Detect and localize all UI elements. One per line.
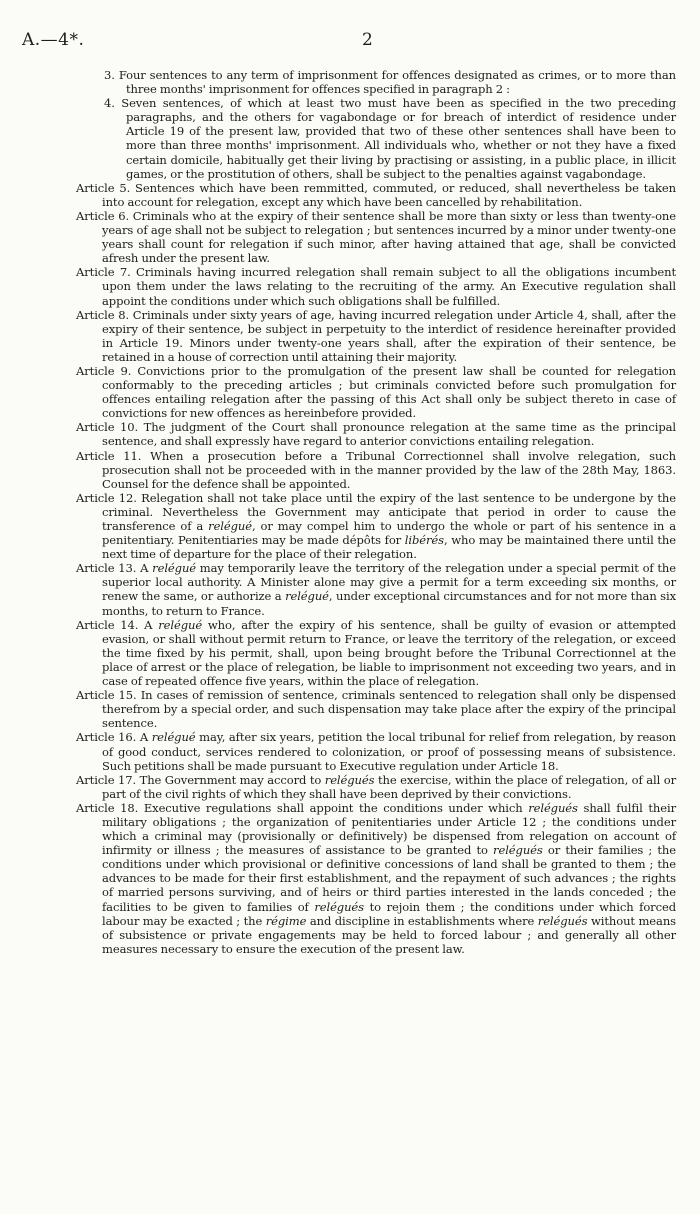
article-label: Article 18. bbox=[76, 800, 139, 815]
article-text: Executive regulations shall appoint the conditions under which bbox=[143, 800, 529, 815]
article-label: Article 7. bbox=[76, 265, 131, 280]
article-text-italic: relégué bbox=[152, 561, 197, 576]
article-text: Sentences which have been remmitted, commuted, or reduced, shall nevertheless be taken into account for relegation, except any which have been cancelled by rehabilitation. bbox=[102, 180, 676, 209]
article-label: Article 13. bbox=[76, 561, 137, 576]
article-9 bbox=[76, 364, 676, 420]
list-item bbox=[104, 68, 676, 96]
article-15 bbox=[76, 688, 676, 730]
article-text: Convictions prior to the promulgation of the present law shall be counted for relegation conformably to the preceding articles ; but criminals convicted before such promulgation for offences entailing relegation after the passing of this Act shall only be subject thereto in case of convictions for new offences as hereinbefore provided. bbox=[102, 363, 676, 421]
article-text: Criminals who at the expiry of their sentence shall be more than sixty or less than twenty-one years of age shall not be subject to relegation ; but sentences incurred by a minor under twenty-one years shall count for relegation if such minor, after having attained that age, shall be convicted afresh under the present law. bbox=[102, 208, 676, 266]
list-item-text: Four sentences to any term of imprisonment for offences designated as crimes, or to more than three months' imprisonment for offences specified in paragraph 2 : bbox=[118, 68, 677, 97]
page-header bbox=[22, 30, 682, 54]
document-reference: A.—4*. bbox=[22, 30, 85, 50]
list-item bbox=[104, 96, 676, 181]
article-18 bbox=[76, 801, 676, 956]
article-text-italic: relégués bbox=[528, 800, 578, 815]
article-text: The Government may accord to bbox=[139, 772, 325, 787]
article-label: Article 11. bbox=[76, 448, 142, 463]
article-label: Article 5. bbox=[76, 180, 131, 195]
list-item-text: Seven sentences, of which at least two must have been as specified in the two preceding paragraphs, and the others for vagabondage or for breach of interdict of residence under Article 19 of the present law, provided that two of these other sentences shall have been to more than three months' imprisonment. All individuals who, whether or not they have a fixed certain domicile, habitually get their living by practising or assisting, in a public place, in illicit games, or the prostitution of others, shall be subject to the penalties against vagabondage. bbox=[121, 96, 676, 181]
article-12 bbox=[76, 491, 676, 561]
article-text: who, after the expiry of his sentence, shall be guilty of evasion or attempted evasion, or shall without permit return to France, or leave the territory of the relegation, or exceed the time fixed by his permit, shall, upon being brought before the Tribunal Correctionnel at the place of arrest or the place of relegation, be liable to imprisonment not exceeding two years, and in case of repeated offence five years, within the place of relegation. bbox=[102, 617, 676, 689]
article-label: Article 15. bbox=[76, 688, 137, 703]
article-text-italic: relégué bbox=[208, 519, 252, 533]
article-text-italic: relégués bbox=[314, 899, 364, 914]
article-label: Article 9. bbox=[76, 363, 132, 378]
article-14 bbox=[76, 618, 676, 688]
article-5 bbox=[76, 181, 676, 209]
article-text-italic: relégués bbox=[493, 843, 543, 858]
article-text: to rejoin them ; the conditions under which forced labour may be exacted ; the bbox=[102, 899, 676, 928]
article-10 bbox=[76, 420, 676, 448]
article-text: , under exceptional circumstances and for not more than six months, to return to France. bbox=[102, 589, 676, 618]
article-label: Article 12. bbox=[76, 490, 137, 505]
article-text-italic: relégués bbox=[537, 913, 588, 928]
page-number: 2 bbox=[362, 30, 373, 50]
article-text-italic: régime bbox=[265, 913, 307, 928]
article-text-italic: relégué bbox=[158, 617, 203, 632]
article-text: and discipline in establishments where bbox=[306, 913, 538, 928]
article-label: Article 6. bbox=[76, 208, 130, 223]
article-text: or their families ; the conditions under which provisional or definitive concessions of land shall be granted to them ; the advances to be made for their first establishment, and the repayment of such advances ; the rights of married persons surviving, and of heirs or third parties interested in the lands conceded ; the facilities to be given to families of bbox=[102, 843, 676, 914]
article-11 bbox=[76, 449, 676, 491]
article-text: may temporarily leave the territory of the relegation under a special permit of the superior local authority. A Minister alone may give a permit for a term exceeding six months, or renew the same, or authorize a bbox=[102, 561, 676, 604]
article-label: Article 14. bbox=[76, 617, 139, 632]
article-label: Article 8. bbox=[76, 307, 130, 322]
article-text: A bbox=[144, 617, 159, 632]
article-text: When a prosecution before a Tribunal Correctionnel shall involve relegation, such prosecution shall not be proceeded with in the manner provided by the law of the 28th May, 1863. Counsel for the defence shall be appointed. bbox=[102, 448, 676, 491]
article-text: A bbox=[139, 730, 152, 745]
article-text: , or may compel him to undergo the whole or part of his sentence in a penitentiary. Penitentiaries may be made dépôts for bbox=[102, 519, 676, 548]
article-6 bbox=[76, 209, 676, 265]
article-17 bbox=[76, 773, 676, 801]
article-text: Criminals under sixty years of age, having incurred relegation under Article 4, shall, after the expiry of their sentence, be subject in perpetuity to the interdict of residence hereinafter provided in Article 19. Minors under twenty-one years shall, after the expiration of their sentence, be retained in a house of correction until attaining their majority. bbox=[102, 307, 676, 364]
article-text: shall fulfil their military obligations ; the organization of penitentiaries under Article 12 ; the conditions under which a criminal may (provisionally or definitively) be dispensed from relegation on account of infirmity or illness ; the measures of assistance to be granted to bbox=[102, 800, 676, 858]
article-text: Criminals having incurred relegation shall remain subject to all the obligations incumbent upon them under the laws relating to the recruiting of the army. An Executive regulation shall appoint the conditions under which such obligations shall be fulfilled. bbox=[102, 265, 677, 308]
article-text: , who may be maintained there until the next time of departure for the place of their relegation. bbox=[102, 533, 676, 562]
article-label: Article 17. bbox=[76, 772, 137, 787]
article-text: the exercise, within the place of relegation, of all or part of the civil rights of which they shall have been deprived by their convictions. bbox=[102, 772, 676, 801]
article-text-italic: relégué bbox=[285, 589, 329, 604]
list-item-number: 4. bbox=[104, 96, 115, 111]
article-text-italic: relégués bbox=[324, 772, 375, 787]
article-text: In cases of remission of sentence, criminals sentenced to relegation shall only be dispensed therefrom by a special order, and such dispensation may take place after the expiry of the principal sentence. bbox=[102, 688, 676, 731]
document-body bbox=[76, 68, 676, 956]
article-label: Article 10. bbox=[76, 420, 139, 435]
article-text: The judgment of the Court shall pronounce relegation at the same time as the principal sentence, and shall expressly have regard to anterior convictions entailing relegation. bbox=[102, 420, 677, 449]
article-7 bbox=[76, 265, 676, 307]
article-13 bbox=[76, 561, 676, 617]
article-8 bbox=[76, 308, 676, 364]
article-text-italic: relégué bbox=[151, 730, 196, 745]
article-text: without means of subsistence or private engagements may be held to forced labour ; and generally all other measures necessary to ensure the execution of the present law. bbox=[102, 913, 676, 956]
article-text: A bbox=[140, 561, 153, 576]
article-text-italic: libérés bbox=[404, 533, 444, 548]
article-text: may, after six years, petition the local tribunal for relief from relegation, by reason of good conduct, services rendered to colonization, or proof of possessing means of subsistence. Such petitions shall be made pursuant to Executive regulation under Article 18. bbox=[102, 730, 676, 773]
article-text: Relegation shall not take place until the expiry of the last sentence to be undergone by the criminal. Nevertheless the Government may anticipate that period in order to cause the transference of a bbox=[102, 490, 676, 533]
article-16 bbox=[76, 730, 676, 772]
list-item-number: 3. bbox=[104, 68, 115, 82]
article-label: Article 16. bbox=[76, 730, 137, 745]
